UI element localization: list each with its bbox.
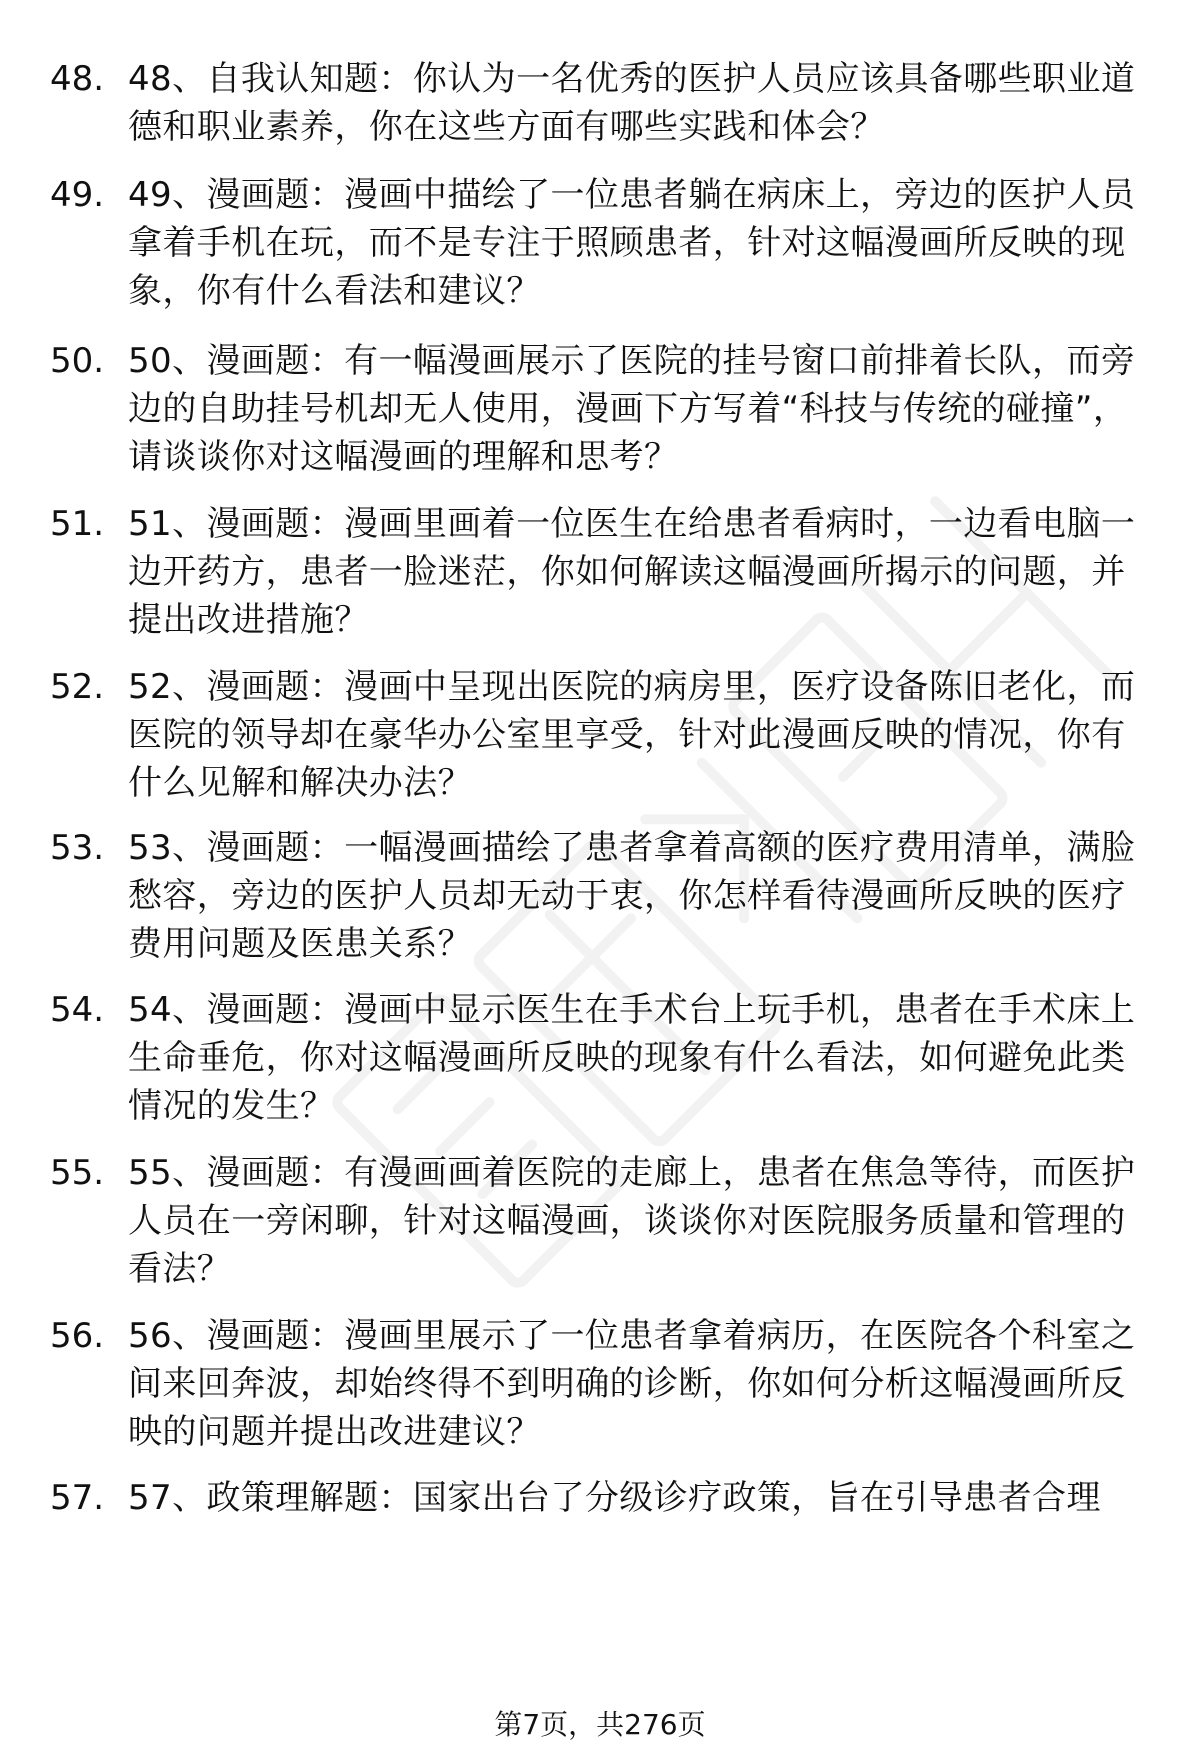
- question-text: 55、漫画题：有漫画画着医院的走廊上，患者在焦急等待，而医护人员在一旁闲聊，针对这幅漫画，谈谈你对医院服务质量和管理的看法？: [128, 1153, 1136, 1289]
- question-text: 53、漫画题：一幅漫画描绘了患者拿着高额的医疗费用清单，满脸愁容，旁边的医护人员却无动于衷，你怎样看待漫画所反映的医疗费用问题及医患关系？: [128, 828, 1136, 964]
- question-item: [50, 1149, 1160, 1293]
- question-text: 57、政策理解题：国家出台了分级诊疗政策，旨在引导患者合理: [128, 1478, 1101, 1518]
- question-number: 57.: [50, 1478, 105, 1518]
- question-item: [50, 171, 1160, 315]
- question-number: 56.: [50, 1316, 105, 1356]
- question-item: [50, 986, 1160, 1130]
- question-text: 54、漫画题：漫画中显示医生在手术台上玩手机，患者在手术床上生命垂危，你对这幅漫画所反映的现象有什么看法，如何避免此类情况的发生？: [128, 990, 1136, 1126]
- question-text: 50、漫画题：有一幅漫画展示了医院的挂号窗口前排着长队，而旁边的自助挂号机却无人使用，漫画下方写着“科技与传统的碰撞”，请谈谈你对这幅漫画的理解和思考？: [128, 341, 1136, 477]
- question-item: [50, 824, 1160, 968]
- question-number: 52.: [50, 667, 105, 707]
- page-number-label: 第7页，共276页: [494, 1708, 706, 1741]
- question-number: 51.: [50, 504, 105, 544]
- question-text: 56、漫画题：漫画里展示了一位患者拿着病历，在医院各个科室之间来回奔波，却始终得不到明确的诊断，你如何分析这幅漫画所反映的问题并提出改进建议？: [128, 1316, 1136, 1452]
- question-number: 50.: [50, 341, 105, 381]
- question-text: 49、漫画题：漫画中描绘了一位患者躺在病床上，旁边的医护人员拿着手机在玩，而不是专注于照顾患者，针对这幅漫画所反映的现象，你有什么看法和建议？: [128, 175, 1136, 311]
- question-number: 55.: [50, 1153, 105, 1193]
- question-item: [50, 1474, 1160, 1522]
- question-text: 51、漫画题：漫画里画着一位医生在给患者看病时，一边看电脑一边开药方，患者一脸迷茫，你如何解读这幅漫画所揭示的问题，并提出改进措施？: [128, 504, 1136, 640]
- question-item: [50, 500, 1160, 644]
- question-number: 49.: [50, 175, 105, 215]
- page-footer: [0, 1705, 1200, 1745]
- question-item: [50, 663, 1160, 807]
- question-number: 53.: [50, 828, 105, 868]
- question-text: 48、自我认知题：你认为一名优秀的医护人员应该具备哪些职业道德和职业素养，你在这些方面有哪些实践和体会？: [128, 59, 1136, 147]
- question-number: 54.: [50, 990, 105, 1030]
- question-item: [50, 55, 1160, 151]
- question-number: 48.: [50, 59, 105, 99]
- question-item: [50, 1312, 1160, 1456]
- question-item: [50, 337, 1160, 481]
- question-text: 52、漫画题：漫画中呈现出医院的病房里，医疗设备陈旧老化，而医院的领导却在豪华办公室里享受，针对此漫画反映的情况，你有什么见解和解决办法？: [128, 667, 1136, 803]
